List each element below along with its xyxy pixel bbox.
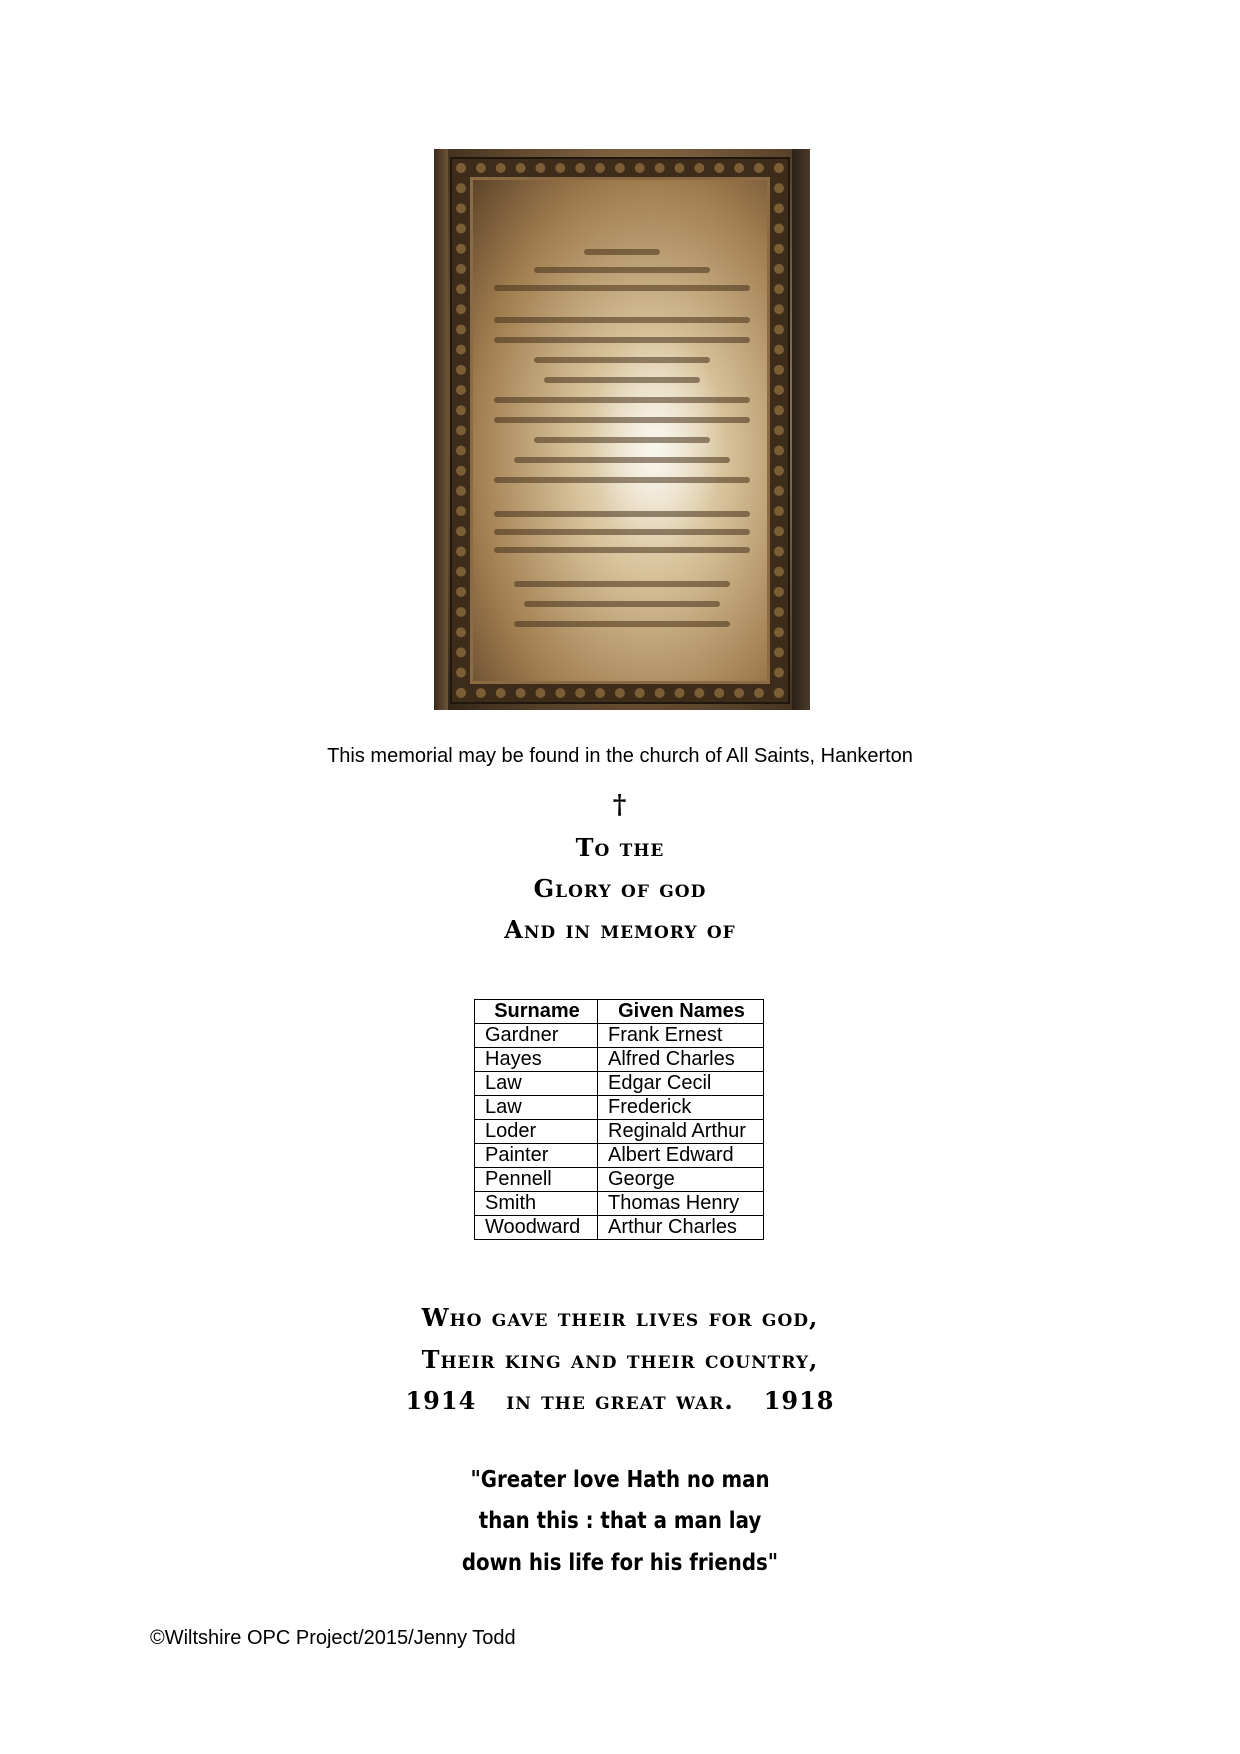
plaque-engraving <box>494 511 750 517</box>
given-names-cell: Albert Edward <box>598 1144 764 1168</box>
table-row <box>475 1048 764 1072</box>
war-text: in the great war. <box>506 1386 734 1415</box>
given-names-cell: Edgar Cecil <box>598 1072 764 1096</box>
start-year: 1914 <box>405 1386 477 1415</box>
plaque-engraving <box>514 457 730 463</box>
photo-caption: This memorial may be found in the church of All Saints, Hankerton <box>327 745 913 767</box>
table-row <box>475 1168 764 1192</box>
surname-cell: Gardner <box>475 1024 598 1048</box>
photo-wall-left <box>434 149 448 710</box>
names-table <box>474 999 764 1240</box>
plaque-engraving <box>494 417 750 423</box>
plaque-engraving <box>494 285 750 291</box>
surname-header: Surname <box>475 1000 598 1024</box>
plaque-engraving <box>494 397 750 403</box>
plaque-engraving <box>514 581 730 587</box>
plaque-engraving <box>534 357 710 363</box>
photo-wall-right <box>792 149 810 710</box>
given-names-cell: George <box>598 1168 764 1192</box>
surname-cell: Law <box>475 1096 598 1120</box>
plaque-engraving <box>494 337 750 343</box>
copyright-notice: ©Wiltshire OPC Project/2015/Jenny Todd <box>150 1627 516 1649</box>
surname-cell: Law <box>475 1072 598 1096</box>
dedication-line-2: Their king and their country, <box>421 1345 819 1374</box>
table-row <box>475 1120 764 1144</box>
given-names-cell: Arthur Charles <box>598 1216 764 1240</box>
table-row <box>475 1192 764 1216</box>
plaque-engraving <box>494 477 750 483</box>
given-names-header: Given Names <box>598 1000 764 1024</box>
plaque-engraving <box>534 437 710 443</box>
surname-cell: Loder <box>475 1120 598 1144</box>
given-names-cell: Frederick <box>598 1096 764 1120</box>
table-header-row <box>475 1000 764 1024</box>
table-row <box>475 1096 764 1120</box>
heading-line-3: And in memory of <box>504 915 736 944</box>
heading-line-2: Glory of god <box>533 874 707 903</box>
plaque-engraving <box>584 249 660 255</box>
dedication-line-1: Who gave their lives for god, <box>421 1303 819 1332</box>
surname-cell: Pennell <box>475 1168 598 1192</box>
given-names-cell: Thomas Henry <box>598 1192 764 1216</box>
table-row <box>475 1216 764 1240</box>
given-names-cell: Frank Ernest <box>598 1024 764 1048</box>
plaque-engraving <box>544 377 700 383</box>
memorial-plaque-photo <box>434 149 810 710</box>
plaque-engraving <box>494 547 750 553</box>
quote-line-3: down his life for his friends" <box>461 1550 779 1576</box>
given-names-cell: Reginald Arthur <box>598 1120 764 1144</box>
end-year: 1918 <box>763 1386 835 1415</box>
surname-cell: Woodward <box>475 1216 598 1240</box>
table-row <box>475 1072 764 1096</box>
surname-cell: Painter <box>475 1144 598 1168</box>
given-names-cell: Alfred Charles <box>598 1048 764 1072</box>
heading-line-1: To the <box>575 833 665 862</box>
cross-symbol: † <box>612 790 628 820</box>
plaque-engraving <box>514 621 730 627</box>
plaque-glare <box>590 329 725 557</box>
dedication-dates-line <box>0 1386 1240 1415</box>
quote-line-2: than this : that a man lay <box>478 1508 762 1534</box>
surname-cell: Hayes <box>475 1048 598 1072</box>
table-row <box>475 1024 764 1048</box>
plaque-engraving <box>534 267 710 273</box>
plaque-engraving <box>494 317 750 323</box>
quote-line-1: "Greater love Hath no man <box>470 1467 770 1493</box>
table-row <box>475 1144 764 1168</box>
plaque-engraving <box>524 601 720 607</box>
plaque-engraving <box>494 529 750 535</box>
surname-cell: Smith <box>475 1192 598 1216</box>
